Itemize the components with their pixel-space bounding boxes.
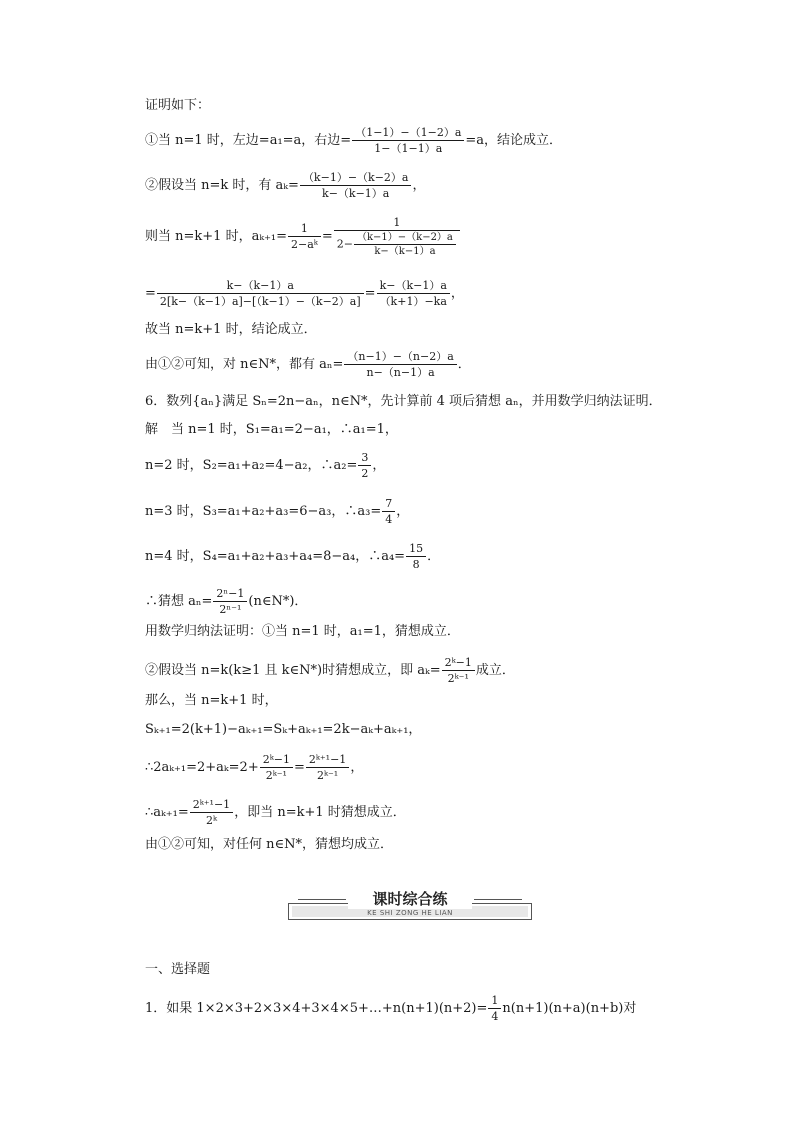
induction-hypothesis: ②假设当 n=k(k≥1 且 k∈N*)时猜想成立，即 aₖ= $\frac{\text{2ᵏ−1}}{\text{2ᵏ⁻¹}}$ 成立． bbox=[145, 656, 515, 685]
banner-rule-right bbox=[474, 899, 522, 900]
proof-line-2: ②假设当 n=k 时，有 aₖ= $\frac{(k-1)-(k-2)a}{k-(k-1)a}$ ， bbox=[145, 171, 426, 200]
fraction: $\frac{k-(k-1)a}{2[k-(k-1)a]-[(k-1)-(k-2)a]}$ bbox=[157, 278, 364, 309]
solution-step-2: n=2 时，S₂=a₁+a₂=4−a₂，∴a₂= $\frac{3}{2}$ ， bbox=[145, 451, 386, 480]
fraction: $\frac{\text{2ᵏ−1}}{\text{2ᵏ⁻¹}}$ bbox=[442, 655, 475, 686]
proof-line-4: = $\frac{k-(k-1)a}{2[k-(k-1)a]-[(k-1)-(k-2)a]}$ = $\frac{k-(k-1)a}{(k+1)-ka}$ ， bbox=[145, 279, 464, 308]
induction-step-calc: ∴2aₖ₊₁=2+aₖ=2+ $\frac{\text{2ᵏ−1}}{\text{2ᵏ⁻¹}}$ = $\frac{\text{2ᵏ⁺¹−1}}{\text{2ᵏ⁻¹}}$ ， bbox=[145, 753, 364, 782]
induction-step-result: ∴aₖ₊₁= $\frac{\text{2ᵏ⁺¹−1}}{\text{2ᵏ}}$ ，即当 n=k+1 时猜想成立． bbox=[145, 798, 406, 827]
fraction: $\frac{\text{2ᵏ−1}}{\text{2ᵏ⁻¹}}$ bbox=[260, 752, 293, 783]
fraction: $\frac{k-(k-1)a}{(k+1)-ka}$ bbox=[377, 278, 450, 309]
banner-subtitle: KE SHI ZONG HE LIAN bbox=[367, 909, 453, 917]
fraction: $\frac{1}{4}$ bbox=[488, 993, 501, 1024]
solution-step-4: n=4 时，S₄=a₁+a₂+a₃+a₄=8−a₄，∴a₄= $\frac{15}{8}$ ． bbox=[145, 542, 441, 571]
question-6-stem: 6．数列{aₙ}满足 Sₙ=2n−aₙ，n∈N*，先计算前 4 项后猜想 aₙ，并用数学归纳法证明． bbox=[145, 394, 662, 409]
fraction: $\frac{\text{2ᵏ⁺¹−1}}{\text{2ᵏ⁻¹}}$ bbox=[306, 752, 349, 783]
fraction: $\frac{15}{8}$ bbox=[406, 541, 426, 572]
banner-rule-left bbox=[298, 899, 346, 900]
section-banner bbox=[288, 887, 532, 921]
fraction: $\frac{\text{2ᵏ⁺¹−1}}{\text{2ᵏ}}$ bbox=[190, 797, 233, 828]
induction-base: 用数学归纳法证明：①当 n=1 时，a₁=1，猜想成立． bbox=[145, 624, 460, 639]
fraction: $\frac{7}{4}$ bbox=[382, 496, 395, 527]
fraction: $\frac{3}{2}$ bbox=[358, 450, 371, 481]
proof-line-3: 则当 n=k+1 时，aₖ₊₁= $\frac{1}{\text{2−aᵏ}}$ = 1 2− $\frac{(k-1)-(k-2)a}{k-(k-1)a}$ bbox=[145, 215, 461, 258]
section-heading: 一、选择题 bbox=[145, 962, 211, 977]
question-1: 1．如果 1×2×3+2×3×4+3×4×5+…+n(n+1)(n+2)= $\frac{1}{4}$ n(n+1)(n+a)(n+b)对 bbox=[145, 994, 637, 1023]
conjecture: ∴猜想 aₙ= $\frac{\text{2ⁿ−1}}{\text{2ⁿ⁻¹}}$ (n∈N*)． bbox=[145, 587, 308, 616]
fraction: $\frac{(k-1)-(k-2)a}{k-(k-1)a}$ bbox=[300, 170, 412, 201]
banner-title: 课时综合练 bbox=[348, 889, 472, 909]
fraction: $\frac{\text{2ⁿ−1}}{\text{2ⁿ⁻¹}}$ bbox=[213, 586, 247, 617]
proof-line-1: ①当 n=1 时，左边=a₁=a，右边= $\frac{(1-1)-(1-2)a}{1-(1-1)a}$ =a，结论成立． bbox=[145, 126, 563, 155]
fraction: $\frac{(1-1)-(1-2)a}{1-(1-1)a}$ bbox=[352, 125, 464, 156]
induction-conclusion: 由①②可知，对任何 n∈N*，猜想均成立． bbox=[145, 837, 394, 852]
solution-step-3: n=3 时，S₃=a₁+a₂+a₃=6−a₃，∴a₃= $\frac{7}{4}$ ， bbox=[145, 497, 410, 526]
induction-step-sum: Sₖ₊₁=2(k+1)−aₖ₊₁=Sₖ+aₖ₊₁=2k−aₖ+aₖ₊₁， bbox=[145, 722, 422, 737]
fraction: $\frac{1}{\text{2−aᵏ}}$ bbox=[288, 221, 321, 252]
solution-step-1: 解 当 n=1 时，S₁=a₁=2−a₁，∴a₁=1， bbox=[145, 422, 398, 437]
proof-line-6: 由①②可知，对 n∈N*，都有 aₙ= $\frac{(n-1)-(n-2)a}{n-(n-1)a}$ ． bbox=[145, 350, 471, 379]
induction-step-intro: 那么，当 n=k+1 时， bbox=[145, 693, 278, 708]
nested-fraction: 1 2− $\frac{(k-1)-(k-2)a}{k-(k-1)a}$ bbox=[334, 215, 460, 258]
proof-line-5: 故当 n=k+1 时，结论成立． bbox=[145, 322, 317, 337]
proof-header: 证明如下： bbox=[145, 98, 211, 113]
fraction: $\frac{(n-1)-(n-2)a}{n-(n-1)a}$ bbox=[344, 349, 456, 380]
